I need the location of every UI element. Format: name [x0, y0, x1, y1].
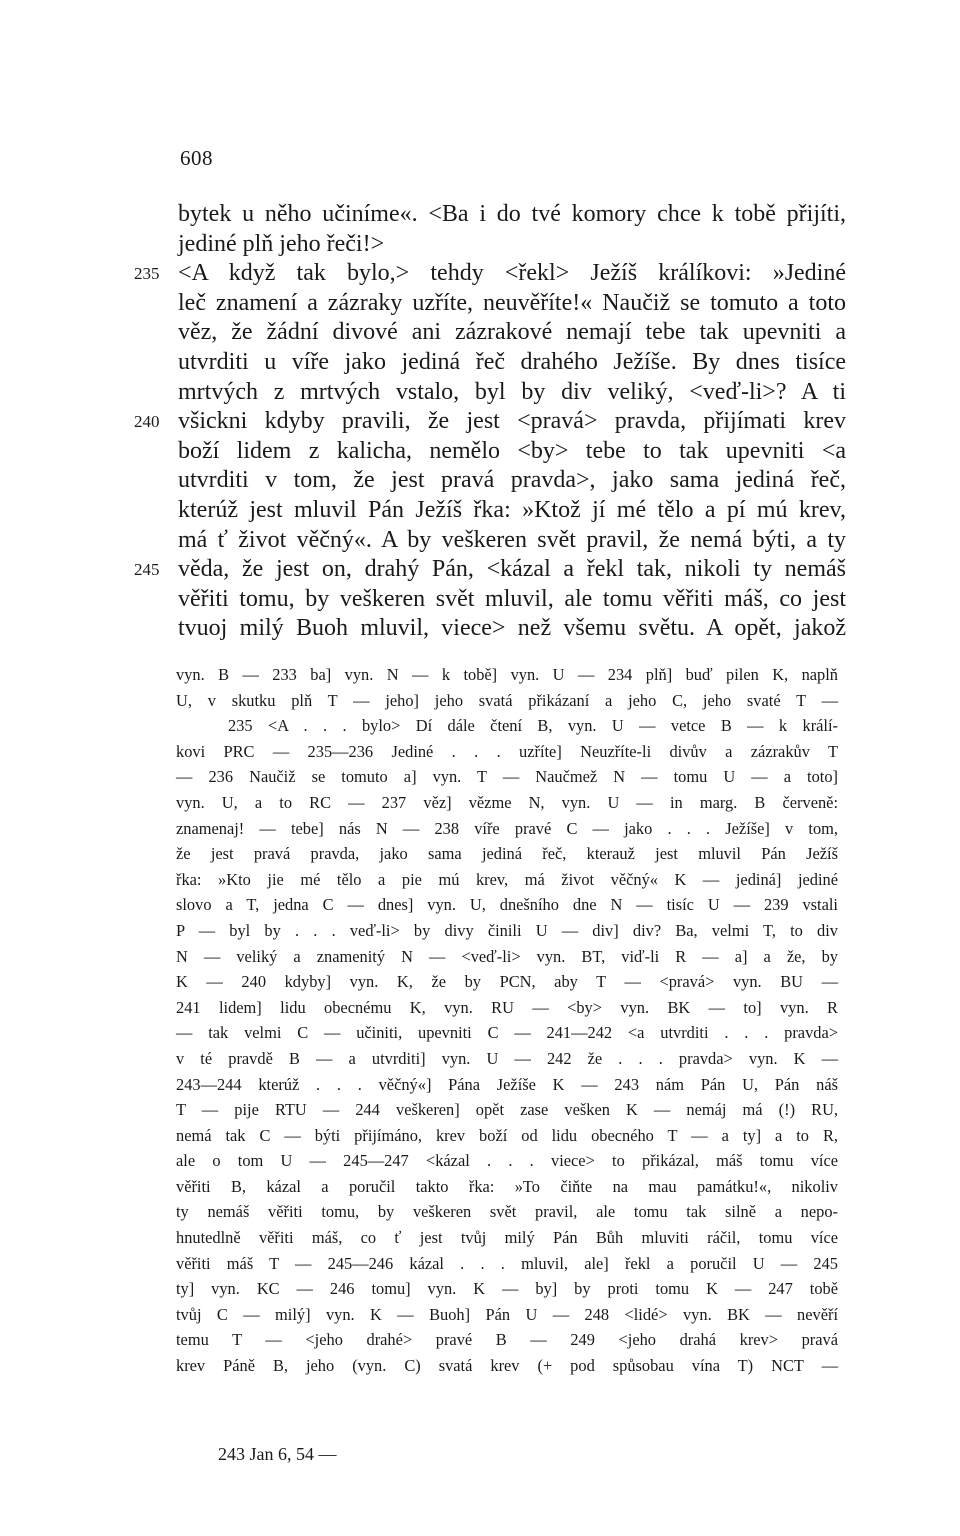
- text-line: [134, 407, 846, 437]
- line-text: má ť život věčný«. A by veškeren svět pravil, že nemá býti, a ty: [178, 526, 846, 553]
- note-line: 235 <A . . . bylo> Dí dále čtení B, vyn. U — vetce B — k králí-: [228, 716, 838, 736]
- note-line: kovi PRC — 235—236 Jediné . . . uzříte] Neuzříte-li divův a zázrakův T: [176, 741, 838, 761]
- text-line: [178, 230, 846, 260]
- note-line: ale o tom U — 245—247 <kázal . . . viece> to přikázal, máš tomu více: [176, 1151, 838, 1171]
- text-line: [178, 585, 846, 615]
- line-text: věřiti tomu, by veškeren svět mluvil, ale tomu věřiti máš, co jest: [178, 585, 846, 612]
- note-line: ty nemáš věřiti tomu, by veškeren svět pravil, ale tomu tak silně a nepo-: [176, 1202, 838, 1222]
- line-text: utvrditi u víře jako jediná řeč drahého Ježíše. By dnes tisíce: [178, 348, 846, 375]
- text-line: [178, 318, 846, 348]
- text-line: [134, 555, 846, 585]
- text-line: [178, 526, 846, 556]
- line-text: tvuoj milý Buoh mluvil, viece> než všemu světu. A opět, jakož: [178, 615, 846, 642]
- line-text: věz, že žádní divové ani zázrakové nemají tebe tak upevniti a: [178, 319, 846, 346]
- note-line: slovo a T, jedna C — dnes] vyn. U, dnešního dne N — tisíc U — 239 vstali: [176, 895, 838, 915]
- line-number: 240: [134, 412, 160, 432]
- note-line: N — veliký a znamenitý N — <veď-li> vyn. BT, viď-li R — a] a že, by: [176, 946, 838, 966]
- text-line: [178, 200, 846, 230]
- note-line: věřiti B, kázal a poručil takto řka: »To čiňte na mau památku!«, nikoliv: [176, 1176, 838, 1196]
- note-line: znamenaj! — tebe] nás N — 238 víře pravé C — jako . . . Ježíše] v tom,: [176, 818, 838, 838]
- note-line: T — pije RTU — 244 veškeren] opět zase vešken K — nemáj má (!) RU,: [176, 1100, 838, 1120]
- note-line: vyn. B — 233 ba] vyn. N — k tobě] vyn. U — 234 plň] buď pilen K, naplň: [176, 665, 838, 684]
- note-line: vyn. U, a to RC — 237 věz] vězme N, vyn. U — in marg. B červeně:: [176, 792, 838, 812]
- line-text: všickni kdyby pravili, že jest <pravá> pravda, přijímati krev: [178, 408, 846, 435]
- text-line: [178, 614, 846, 644]
- line-text: mrtvých z mrtvých vstalo, byl by div veliký, <veď-li>? A ti: [178, 378, 846, 405]
- text-line: [178, 496, 846, 526]
- note-line: věřiti máš T — 245—246 kázal . . . mluvil, ale] řekl a poručil U — 245: [176, 1253, 838, 1273]
- note-line: K — 240 kdyby] vyn. K, že by PCN, aby T — <pravá> vyn. BU —: [176, 972, 838, 992]
- line-text: věda, že jest on, drahý Pán, <kázal a řekl tak, nikoli ty nemáš: [178, 556, 846, 583]
- note-line: v té pravdě B — a utvrditi] vyn. U — 242 že . . . pravda> vyn. K —: [176, 1048, 838, 1068]
- page-number: 608: [180, 146, 213, 170]
- bottom-reference: 243 Jan 6, 54 —: [218, 1444, 337, 1464]
- note-line: řka: »Kto jie mé tělo a pie mú krev, má život věčný« K — jediná] jediné: [176, 869, 838, 889]
- line-text: jediné plň jeho řeči!>: [178, 230, 385, 257]
- line-text: utvrditi v tom, že jest pravá pravda>, jako sama jediná řeč,: [178, 467, 846, 494]
- line-text: <A když tak bylo,> tehdy <řekl> Ježíš králíkovi: »Jediné: [178, 260, 846, 287]
- note-line: že jest pravá pravda, jako sama jediná řeč, kterauž jest mluvil Pán Ježíš: [176, 844, 838, 864]
- note-line: temu T — <jeho drahé> pravé B — 249 <jeho drahá krev> pravá: [176, 1330, 838, 1350]
- text-line: [178, 289, 846, 319]
- line-text: leč znamení a zázraky uzříte, neuvěříte!« Naučiž se tomuto a toto: [178, 289, 846, 316]
- text-line: [178, 466, 846, 496]
- text-line: [178, 348, 846, 378]
- note-line: 241 lidem] lidu obecnému K, vyn. RU — <by> vyn. BK — to] vyn. R: [176, 997, 838, 1017]
- note-line: — tak velmi C — učiniti, upevniti C — 241—242 <a utvrditi . . . pravda>: [176, 1023, 838, 1043]
- note-line: U, v skutku plň T — jeho] jeho svatá přikázaní a jeho C, jeho svaté T —: [176, 690, 838, 710]
- note-line: krev Páně B, jeho (vyn. C) svatá krev (+ pod spůsobau vína T) NCT —: [176, 1356, 838, 1376]
- text-line: [178, 378, 846, 408]
- line-text: kterúž jest mluvil Pán Ježíš řka: »Ktož jí mé tělo a pí mú krev,: [178, 496, 846, 523]
- note-line: hnutedlně věřiti máš, co ť jest tvůj milý Pán Bůh mluviti ráčil, tomu více: [176, 1228, 838, 1248]
- note-line: 243—244 kterúž . . . věčný«] Pána Ježíše K — 243 nám Pán U, Pán náš: [176, 1074, 838, 1094]
- note-line: nemá tak C — býti přijímáno, krev boží od lidu obecného T — a ty] a to R,: [176, 1125, 838, 1145]
- line-text: boží lidem z kalicha, nemělo <by> tebe to tak upevniti <a: [178, 437, 846, 464]
- text-line: [134, 259, 846, 289]
- note-line: ty] vyn. KC — 246 tomu] vyn. K — by] by proti tomu K — 247 tobě: [176, 1279, 838, 1299]
- note-line: — 236 Naučiž se tomuto a] vyn. T — Naučmež N — tomu U — a toto]: [176, 767, 838, 787]
- line-number: 235: [134, 264, 160, 284]
- main-text: [134, 200, 846, 644]
- line-text: bytek u něho učiníme«. <Ba i do tvé komory chce k tobě přijíti,: [178, 201, 846, 227]
- text-line: [178, 437, 846, 467]
- note-line: tvůj C — milý] vyn. K — Buoh] Pán U — 248 <lidé> vyn. BK — nevěří: [176, 1304, 838, 1324]
- note-line: P — byl by . . . veď-li> by divy činili U — div] div? Ba, velmi T, to div: [176, 920, 838, 940]
- line-number: 245: [134, 560, 160, 580]
- critical-apparatus: [176, 662, 838, 1379]
